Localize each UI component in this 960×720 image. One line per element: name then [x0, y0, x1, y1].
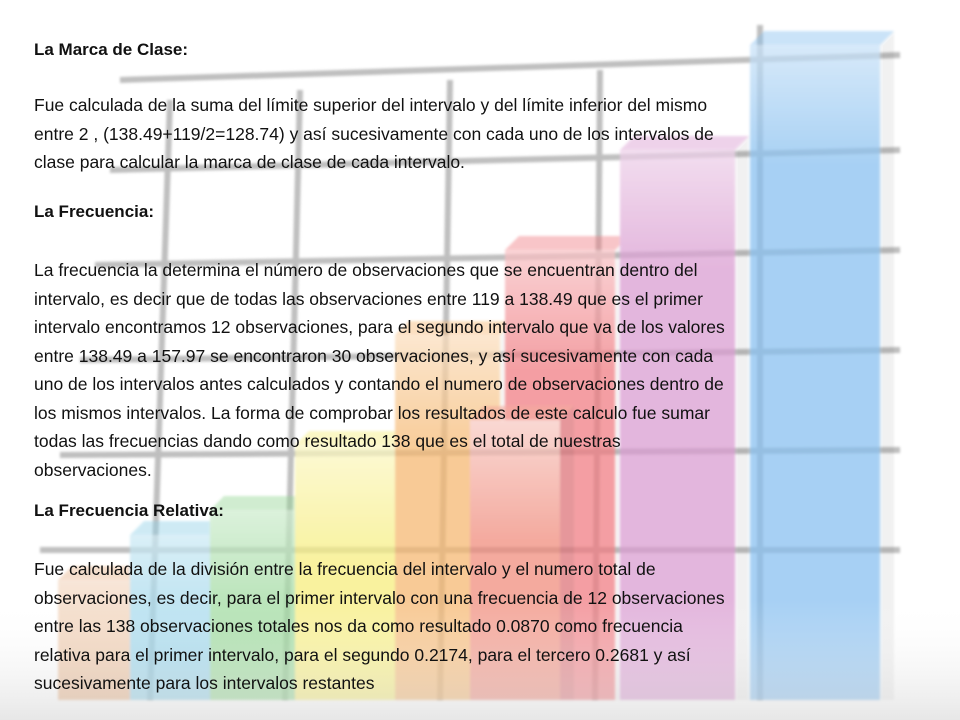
paragraph-line: entre 138.49 a 157.97 se encontraron 30 observaciones, y así sucesivamente con cada	[34, 345, 714, 366]
paragraph-line: entre las 138 observaciones totales nos da como resultado 0.0870 como frecuencia	[34, 616, 683, 636]
paragraph-line: Fue calculada de la división entre la frecuencia del intervalo y el numero total de	[34, 559, 656, 579]
paragraph-line: intervalo encontramos 12 observaciones, para el segundo intervalo que va de los valores	[34, 317, 725, 337]
paragraph-line: relativa para el primer intervalo, para el segundo 0.2174, para el tercero 0.2681 y así	[34, 644, 691, 665]
paragraph-line: observaciones.	[34, 459, 152, 480]
paragraph-line: uno de los intervalos antes calculados y contando el numero de observaciones dentro de	[34, 374, 724, 394]
frecuencia-heading: La Frecuencia:	[34, 202, 154, 221]
paragraph-line: La frecuencia la determina el número de observaciones que se encuentran dentro del	[34, 260, 698, 280]
frecuencia-paragraph	[34, 256, 914, 484]
paragraph-line: Fue calculada de la suma del límite superior del intervalo y del límite inferior del mismo	[34, 95, 708, 115]
paragraph-line: todas las frecuencias dando como resultado 138 que es el total de nuestras	[34, 431, 621, 451]
paragraph-line: los mismos intervalos. La forma de comprobar los resultados de este calculo fue sumar	[34, 402, 710, 423]
paragraph-line: intervalo, es decir que de todas las observaciones entre 119 a 138.49 que es el primer	[34, 288, 703, 309]
frecuencia-relativa-paragraph	[34, 555, 914, 698]
paragraph-line: entre 2 , (138.49+119/2=128.74) y así sucesivamente con cada uno de los intervalos de	[34, 123, 714, 144]
paragraph-line: sucesivamente para los intervalos restantes	[34, 673, 375, 693]
paragraph-line: clase para calcular la marca de clase de cada intervalo.	[34, 152, 465, 172]
marca-de-clase-heading: La Marca de Clase:	[34, 40, 189, 59]
frecuencia-relativa-heading: La Frecuencia Relativa:	[34, 501, 224, 520]
paragraph-line: observaciones, es decir, para el primer intervalo con una frecuencia de 12 observaciones	[34, 587, 725, 608]
marca-de-clase-paragraph	[34, 91, 914, 177]
